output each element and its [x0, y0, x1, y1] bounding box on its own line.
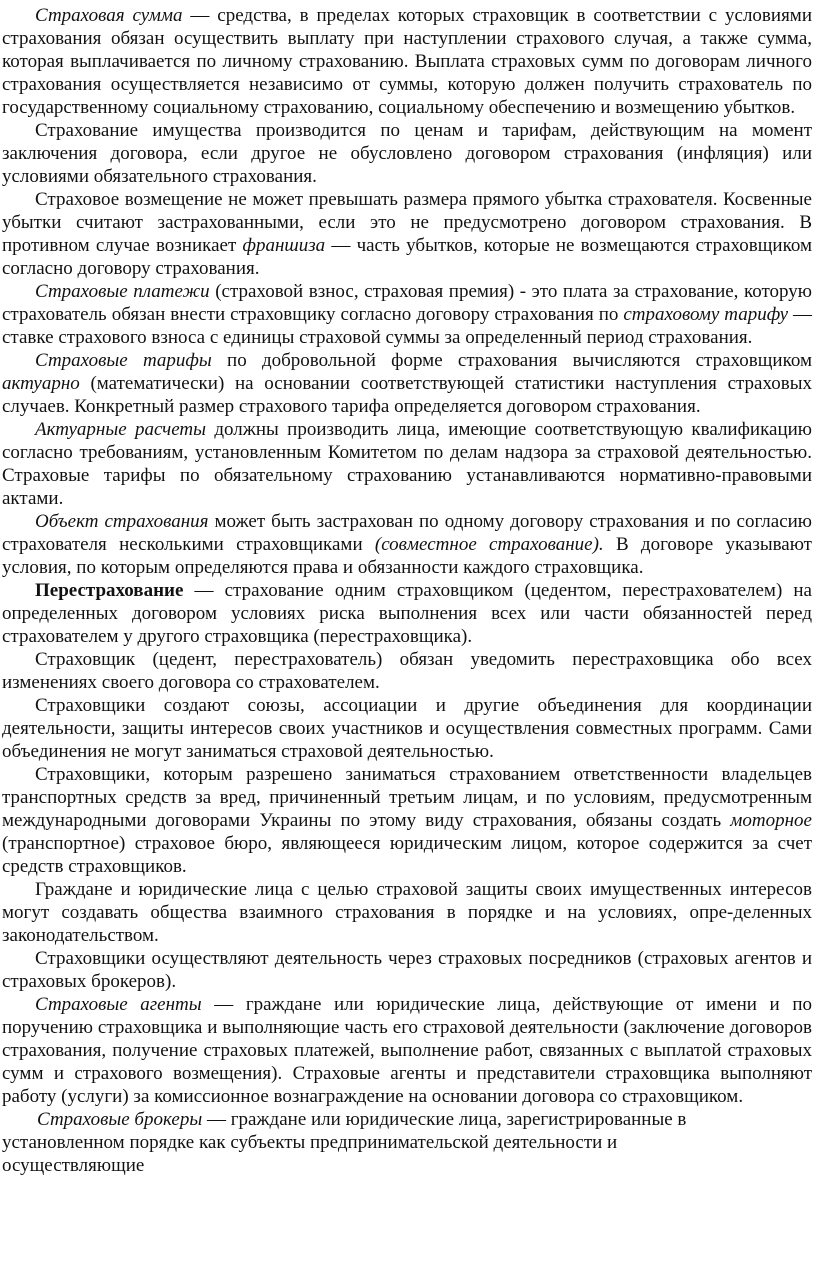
paragraph [2, 349, 812, 418]
paragraph [2, 1131, 812, 1154]
text-run: (транспортное) страховое бюро, являющееся юридическим лицом, которое содержится за счет средств страховщиков. [2, 833, 812, 877]
italic-term: актуарно [2, 373, 80, 394]
paragraph [2, 510, 812, 579]
text-run: Страховщики, которым разрешено заниматься страхованием ответственности владельцев транспортных средств за вред, причиненный третьим лицам, и по условиям, предусмотренным международными договорами Украины по этому виду страхования, обязаны создать [2, 764, 812, 831]
paragraph [2, 1154, 812, 1177]
text-run: — страхование одним страховщиком (цедентом, перестрахователем) на определенных договором условиях риска выполнения всех или части обязанностей перед страхователем у другого страховщика (перестраховщика). [2, 580, 812, 647]
paragraph [2, 878, 812, 947]
text-run: Страховое возмещение не может превышать размера прямого убытка страхователя. Косвенные убытки считают застрахованными, если это не предусмотрено договором страхования. В противном случае возникает [2, 189, 812, 256]
text-run: (математически) на основании соответствующей статистики наступления страховых случаев. Конкретный размер страхового тарифа определяется договором страхования. [2, 373, 812, 417]
text-run: Страховщики осуществляют деятельность через страховых посредников (страховых агентов и страховых брокеров). [2, 948, 812, 992]
paragraph [2, 579, 812, 648]
text-run: — граждане или юридические лица, действующие от имени и по поручению страховщика и выполняющие часть его страховой деятельности (заключение договоров страхования, получение страховых платежей, выполнение работ, связанных с выплатой страховых сумм и страхового возмещения). Страховые агенты и представители страховщика выполняют работу (услуги) за комиссионное вознаграждение на основании договора со страховщиком. [2, 994, 812, 1107]
text-run: может быть застрахован по одному договору страхования и по согласию страхователя несколькими страховщиками [2, 511, 812, 555]
text-run: — часть убытков, которые не возмещаются страховщиком согласно договору страхования. [2, 235, 812, 279]
text-run: Страховщики создают союзы, ассоциации и другие объединения для координации деятельности, защиты интересов своих участников и осуществления совместных программ. Сами объединения не могут заниматься страховой деятельностью. [2, 695, 812, 762]
italic-term: Страховая сумма [35, 5, 183, 26]
paragraph [2, 694, 812, 763]
paragraph [2, 188, 812, 280]
text-run: — ставке страхового взноса с единицы страховой суммы за определенный период страхования. [2, 304, 812, 348]
italic-term: Актуарные расчеты [35, 419, 207, 440]
text-run: по добровольной форме страхования вычисляются страховщиком [211, 350, 813, 371]
paragraph [2, 418, 812, 510]
italic-term: Объект страхования [35, 511, 209, 532]
text-run: Страховщик (цедент, перестрахователь) обязан уведомить перестраховщика обо всех изменениях своего договора со страхователем. [2, 649, 812, 693]
paragraph [2, 4, 812, 119]
paragraph [2, 119, 812, 188]
italic-term: Страховые брокеры [37, 1109, 203, 1130]
italic-term: Страховые агенты [35, 994, 202, 1015]
text-run: осуществляющие [2, 1155, 145, 1176]
paragraph [2, 1108, 812, 1131]
paragraph [2, 763, 812, 878]
text-run: Страхование имущества производится по ценам и тарифам, действующим на момент заключения договора, если другое не обусловлено договором страхования (инфляция) или условиями обязательного страхования. [2, 120, 812, 187]
paragraph [2, 648, 812, 694]
bold-term: Перестрахование [35, 580, 184, 601]
italic-term: (совместное страхование). [374, 534, 604, 555]
italic-term: моторное [730, 810, 812, 831]
text-run: — граждане или юридические лица, зарегистрированные в [202, 1109, 687, 1130]
paragraph [2, 947, 812, 993]
italic-term: страховому тарифу [623, 304, 789, 325]
text-run: Граждане и юридические лица с целью страховой защиты своих имущественных интересов могут создавать общества взаимного страхования в порядке и на условиях, опре-деленных законодательством. [2, 879, 812, 946]
paragraph [2, 280, 812, 349]
text-run: — средства, в пределах которых страховщик в соответствии с условиями страхования обязан осуществить выплату при наступлении страхового случая, а также сумма, которая выплачивается по личному страхованию. Выплата страховых сумм по договорам личного страхования осуществляется независимо от суммы, которую должен получить страхователь по государственному социальному страхованию, социальному обеспечению и возмещению убытков. [2, 5, 812, 118]
text-run: В договоре указывают условия, по которым определяются права и обязанности каждого страховщика. [2, 534, 812, 578]
text-run: установленном порядке как субъекты предпринимательской деятельности и [2, 1132, 618, 1153]
italic-term: франшиза [242, 235, 326, 256]
italic-term: Страховые платежи [35, 281, 210, 302]
text-run: (страховой взнос, страховая премия) - это плата за страхование, которую страхователь обязан внести страховщику согласно договору страхования по [2, 281, 813, 325]
italic-term: Страховые тарифы [35, 350, 212, 371]
text-run: должны производить лица, имеющие соответствующую квалификацию согласно требованиям, установленным Комитетом по делам надзора за страховой деятельностью. Страховые тарифы по обязательному страхованию устанавливаются нормативно-правовыми актами. [2, 419, 812, 509]
paragraph [2, 993, 812, 1108]
